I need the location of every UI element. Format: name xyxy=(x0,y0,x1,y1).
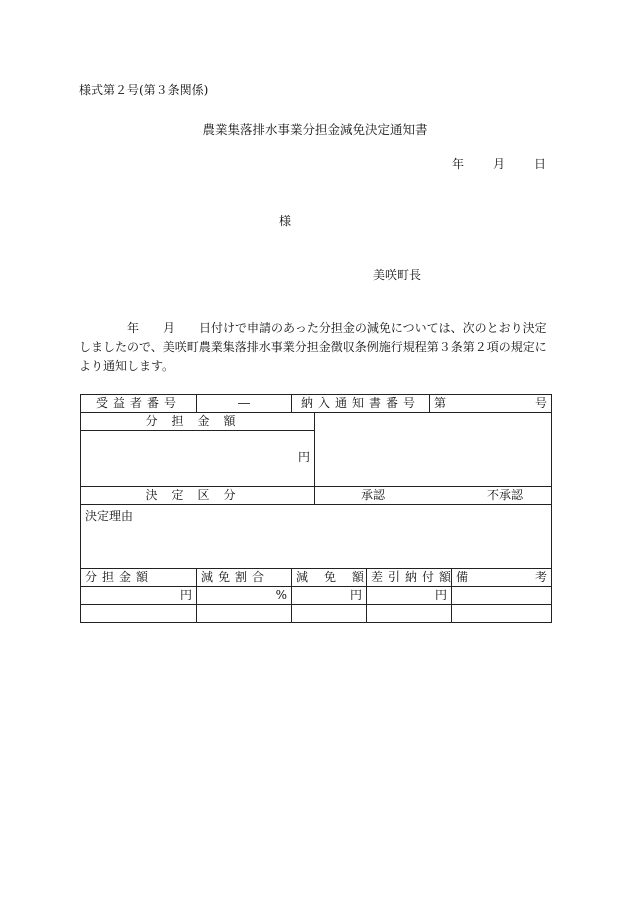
burden-amount-label: 分担金額 xyxy=(81,413,315,431)
body-month-label: 月 xyxy=(163,321,176,335)
burden-amount-empty xyxy=(81,605,197,623)
column-header-net-payment: 差引納付額 xyxy=(367,569,452,587)
remarks-empty xyxy=(452,605,552,623)
remarks-value xyxy=(452,587,552,605)
notice-number-field xyxy=(430,395,552,413)
reduction-amount-empty xyxy=(292,605,367,623)
decision-reason-label: 決定理由 xyxy=(85,509,134,523)
column-header-reduction-amount: 減免額 xyxy=(292,569,367,587)
disapproval-option: 不承認 xyxy=(487,488,524,502)
beneficiary-number-value: ― xyxy=(197,395,292,413)
body-year-label: 年 xyxy=(127,321,140,335)
form-number: 様式第２号(第３条関係) xyxy=(79,83,209,97)
column-header-reduction-rate: 減免割合 xyxy=(197,569,292,587)
document-title: 農業集落排水事業分担金減免決定通知書 xyxy=(202,122,428,137)
column-header-burden-amount: 分担金額 xyxy=(81,569,197,587)
beneficiary-number-label: 受益者番号 xyxy=(81,395,197,413)
burden-amount-yen: 円 xyxy=(81,431,315,487)
notice-number-label: 納入通知書番号 xyxy=(292,395,430,413)
decision-table xyxy=(80,394,552,623)
reduction-rate-unit: % xyxy=(197,587,292,605)
date-day-label: 日 xyxy=(533,157,546,171)
date-year-label: 年 xyxy=(452,157,465,171)
column-header-remarks: 備 考 xyxy=(452,569,552,587)
decision-reason-field xyxy=(81,505,552,569)
notice-body xyxy=(79,319,551,376)
blank-cell xyxy=(315,413,552,487)
reduction-rate-empty xyxy=(197,605,292,623)
issue-date xyxy=(452,155,546,172)
net-payment-unit: 円 xyxy=(367,587,452,605)
approval-option: 承認 xyxy=(361,488,386,502)
burden-amount-unit: 円 xyxy=(81,587,197,605)
notice-number-suffix: 号 xyxy=(535,396,548,410)
decision-category-label: 決定区分 xyxy=(81,487,315,505)
addressee-suffix: 様 xyxy=(279,214,292,228)
body-text: 日付けで申請のあった分担金の減免については、次のとおり決定しましたので、美咲町農業集落排水事業分担金徴収条例施行規程第３条第２項の規定により通知します。 xyxy=(79,321,547,373)
net-payment-empty xyxy=(367,605,452,623)
reduction-amount-unit: 円 xyxy=(292,587,367,605)
date-month-label: 月 xyxy=(492,157,505,171)
notice-number-prefix: 第 xyxy=(434,396,447,410)
issuer-name: 美咲町長 xyxy=(373,268,422,282)
decision-options xyxy=(315,487,552,505)
